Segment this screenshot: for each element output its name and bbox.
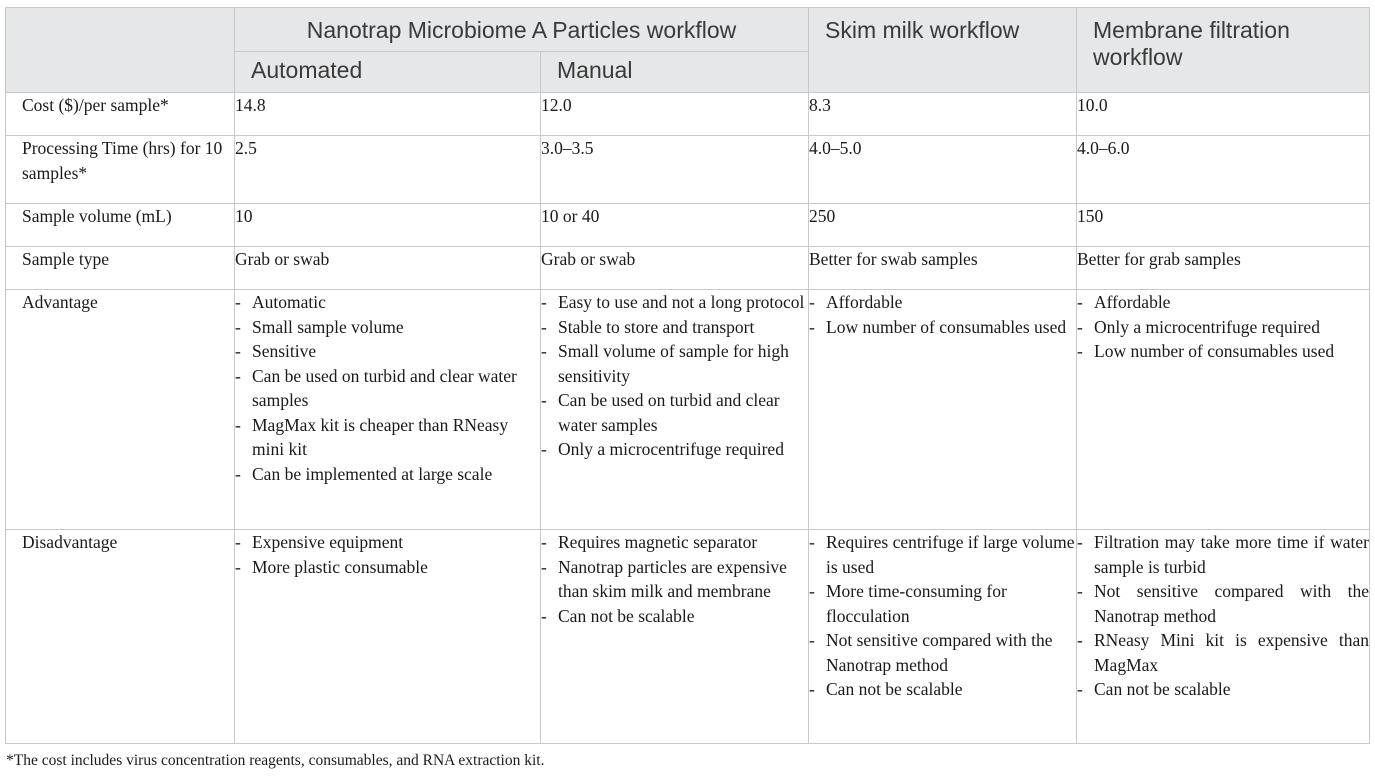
list-item: - Can not be scalable bbox=[541, 604, 808, 629]
list-item: - Requires centrifuge if large volume is used bbox=[809, 530, 1076, 579]
cell-time-automated: 2.5 bbox=[235, 136, 541, 204]
list-item: - More plastic consumable bbox=[235, 555, 540, 580]
table-row-type bbox=[6, 247, 1370, 290]
bullet-list bbox=[1077, 290, 1369, 364]
cell-cost-membrane: 10.0 bbox=[1077, 93, 1370, 136]
bullet-list bbox=[541, 530, 808, 628]
bullet-list bbox=[809, 290, 1076, 339]
row-label-cost: Cost ($)/per sample* bbox=[6, 93, 235, 136]
row-label-time: Processing Time (hrs) for 10 samples* bbox=[6, 136, 235, 204]
list-item: - Affordable bbox=[1077, 290, 1369, 315]
cell-disadvantage-manual bbox=[541, 530, 809, 744]
cell-disadvantage-automated bbox=[235, 530, 541, 744]
cell-disadvantage-membrane bbox=[1077, 530, 1370, 744]
cell-type-skim: Better for swab samples bbox=[809, 247, 1077, 290]
cell-time-skim: 4.0–5.0 bbox=[809, 136, 1077, 204]
row-label-disadvantage: Disadvantage bbox=[6, 530, 235, 744]
list-item: - Small volume of sample for high sensitivity bbox=[541, 339, 808, 388]
comparison-table bbox=[5, 7, 1370, 744]
list-item: - More time-consuming for flocculation bbox=[809, 579, 1076, 628]
list-item: - Sensitive bbox=[235, 339, 540, 364]
cell-time-manual: 3.0–3.5 bbox=[541, 136, 809, 204]
bullet-list bbox=[235, 530, 540, 579]
header-nanotrap-group: Nanotrap Microbiome A Particles workflow bbox=[235, 8, 809, 52]
list-item: - Can be used on turbid and clear water samples bbox=[235, 364, 540, 413]
list-item: - Low number of consumables used bbox=[1077, 339, 1369, 364]
list-item: - Not sensitive compared with the Nanotrap method bbox=[1077, 579, 1369, 628]
bullet-list bbox=[235, 290, 540, 486]
table-row-disadvantage bbox=[6, 530, 1370, 744]
bullet-list bbox=[541, 290, 808, 462]
list-item: - Automatic bbox=[235, 290, 540, 315]
list-item: - Affordable bbox=[809, 290, 1076, 315]
list-item: - Filtration may take more time if water sample is turbid bbox=[1077, 530, 1369, 579]
cell-advantage-manual bbox=[541, 290, 809, 530]
row-label-type: Sample type bbox=[6, 247, 235, 290]
header-manual: Manual bbox=[541, 52, 809, 93]
header-automated: Automated bbox=[235, 52, 541, 93]
list-item: - Low number of consumables used bbox=[809, 315, 1076, 340]
cell-type-automated: Grab or swab bbox=[235, 247, 541, 290]
cell-volume-manual: 10 or 40 bbox=[541, 204, 809, 247]
list-item: - Can not be scalable bbox=[1077, 677, 1369, 702]
table-row-volume bbox=[6, 204, 1370, 247]
row-label-advantage: Advantage bbox=[6, 290, 235, 530]
table-row-cost bbox=[6, 93, 1370, 136]
cell-time-membrane: 4.0–6.0 bbox=[1077, 136, 1370, 204]
list-item: - Expensive equipment bbox=[235, 530, 540, 555]
header-membrane-filtration: Membrane filtration workflow bbox=[1077, 8, 1370, 93]
cell-disadvantage-skim bbox=[809, 530, 1077, 744]
list-item: - Not sensitive compared with the Nanotrap method bbox=[809, 628, 1076, 677]
list-item: - Can not be scalable bbox=[809, 677, 1076, 702]
list-item: - Nanotrap particles are expensive than skim milk and membrane bbox=[541, 555, 808, 604]
cell-advantage-skim bbox=[809, 290, 1077, 530]
list-item: - Only a microcentrifuge required bbox=[1077, 315, 1369, 340]
table-footnote: *The cost includes virus concentration reagents, consumables, and RNA extraction kit. bbox=[6, 752, 545, 769]
list-item: - Can be implemented at large scale bbox=[235, 462, 540, 487]
header-corner bbox=[6, 8, 235, 93]
table-row-time bbox=[6, 136, 1370, 204]
bullet-list bbox=[1077, 530, 1369, 702]
cell-volume-skim: 250 bbox=[809, 204, 1077, 247]
list-item: - MagMax kit is cheaper than RNeasy mini kit bbox=[235, 413, 540, 462]
cell-volume-membrane: 150 bbox=[1077, 204, 1370, 247]
cell-type-membrane: Better for grab samples bbox=[1077, 247, 1370, 290]
list-item: - Small sample volume bbox=[235, 315, 540, 340]
cell-cost-skim: 8.3 bbox=[809, 93, 1077, 136]
list-item: - Can be used on turbid and clear water samples bbox=[541, 388, 808, 437]
list-item: - RNeasy Mini kit is expensive than MagMax bbox=[1077, 628, 1369, 677]
cell-type-manual: Grab or swab bbox=[541, 247, 809, 290]
cell-advantage-membrane bbox=[1077, 290, 1370, 530]
list-item: - Only a microcentrifuge required bbox=[541, 437, 808, 462]
row-label-volume: Sample volume (mL) bbox=[6, 204, 235, 247]
bullet-list bbox=[809, 530, 1076, 702]
list-item: - Stable to store and transport bbox=[541, 315, 808, 340]
cell-volume-automated: 10 bbox=[235, 204, 541, 247]
cell-cost-manual: 12.0 bbox=[541, 93, 809, 136]
table-row-advantage bbox=[6, 290, 1370, 530]
header-skim-milk: Skim milk workflow bbox=[809, 8, 1077, 93]
list-item: - Easy to use and not a long protocol bbox=[541, 290, 808, 315]
list-item: - Requires magnetic separator bbox=[541, 530, 808, 555]
cell-cost-automated: 14.8 bbox=[235, 93, 541, 136]
cell-advantage-automated bbox=[235, 290, 541, 530]
